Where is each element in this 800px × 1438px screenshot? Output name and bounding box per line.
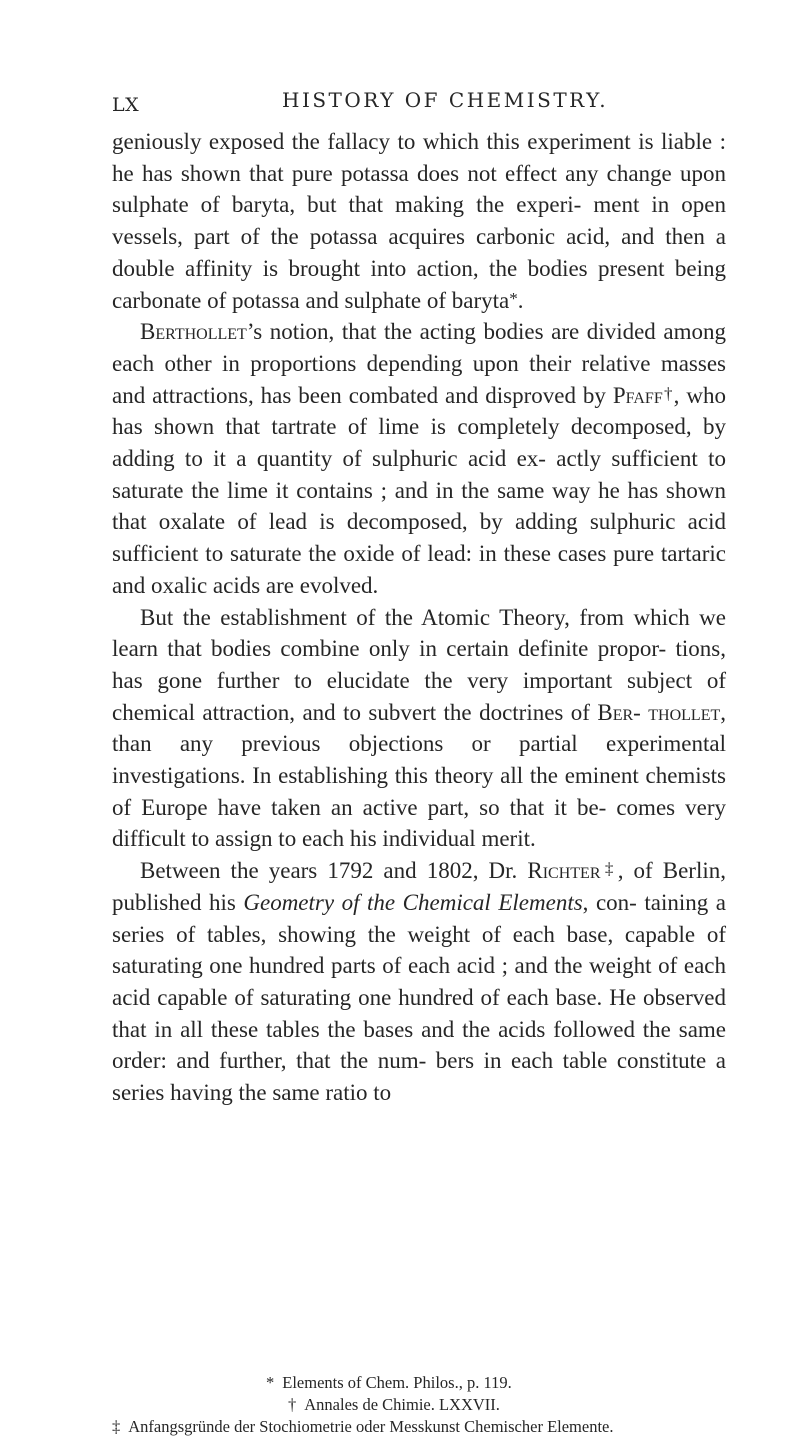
footnote-3 — [112, 1416, 762, 1438]
paragraph-3 — [112, 602, 726, 856]
paragraph-2 — [112, 316, 726, 601]
footnote-2-text: Annales de Chimie. LXXVII. — [304, 1395, 500, 1414]
paragraph-4-text-c: , con- taining a series of tables, showing the weight of each base, capable of saturating one hundred parts of each acid ; and the weight of each acid capable of saturating one hundred of each base. He observed that in all these tables the bases and the acids followed the same order: and further, that the num- bers in each table constitute a series having the same ratio to — [112, 889, 726, 1106]
paragraph-4 — [112, 855, 726, 1109]
paragraph-1 — [112, 126, 726, 316]
body-text — [112, 126, 726, 1109]
paragraph-3-text-a: But the establishment of the Atomic Theory, from which we learn that bodies combine only in certain definite propor- tions, has gone further to elucidate the very important subject of chemical attraction, and to subvert the doctrines of — [112, 604, 726, 725]
footnote-2 — [112, 1394, 762, 1416]
name-pfaff: Pfaff — [612, 382, 663, 408]
name-richter: Richter — [527, 858, 601, 884]
paragraph-4-text-b: , of Berlin, published his — [112, 858, 727, 915]
paragraph-2-text-a: ’s notion, that the acting bodies are divided among each other in proportions depending upon their relative masses and attractions, has been combated and disproved by — [112, 319, 726, 408]
paragraph-4-text-a: Between the years 1792 and 1802, Dr. — [140, 858, 528, 884]
footnote-2-mark: † — [288, 1395, 297, 1414]
footnote-3-mark: ‡ — [112, 1417, 121, 1436]
name-berthollet-2: Ber- thollet — [597, 699, 721, 725]
running-title: HISTORY OF CHEMISTRY. — [282, 88, 609, 112]
footnote-ref-3: ‡ — [600, 859, 618, 879]
paragraph-1-text: geniously exposed the fallacy to which this experiment is liable : he has shown that pure potassa does not effect any change upon sulphate of baryta, but that making the experi- ment in open vessels, part of the potassa acquires carbonic acid, and then a double affinity is brought into action, the bodies present being carbonate of potassa and sulphate of baryta — [112, 129, 726, 313]
book-title: Geometry of the Chemical Elements — [243, 889, 583, 915]
paragraph-3-text-b: , than any previous objections or partial experimental investigations. In establishing this theory all the eminent chemists of Europe have taken an active part, so that it be- comes very difficult to assign to each his individual merit. — [112, 699, 726, 852]
footnote-1 — [112, 1372, 762, 1394]
paragraph-2-text-b: , who has shown that tartrate of lime is completely decomposed, by adding to it a quantity of sulphuric acid ex- actly sufficient to saturate the lime it contains ; and in the same way he has shown that oxalate of lead is decomposed, by adding sulphuric acid sufficient to saturate the oxide of lead: in these cases pure tartaric and oxalic acids are evolved. — [112, 382, 726, 598]
footnote-1-text: Elements of Chem. Philos., p. 119. — [282, 1373, 512, 1392]
footnote-3-text: Anfangsgründe der Stochiometrie oder Messkunst Chemischer Elemente. — [128, 1417, 614, 1436]
footnote-ref-1: * — [509, 288, 518, 308]
page-number: LX — [112, 94, 140, 116]
footnote-ref-2: † — [662, 383, 674, 403]
name-berthollet: Berthollet — [140, 319, 247, 345]
footnote-1-mark: * — [266, 1373, 275, 1392]
footnotes — [112, 1372, 762, 1438]
page-header — [112, 88, 712, 118]
paragraph-1-end: . — [517, 287, 524, 313]
